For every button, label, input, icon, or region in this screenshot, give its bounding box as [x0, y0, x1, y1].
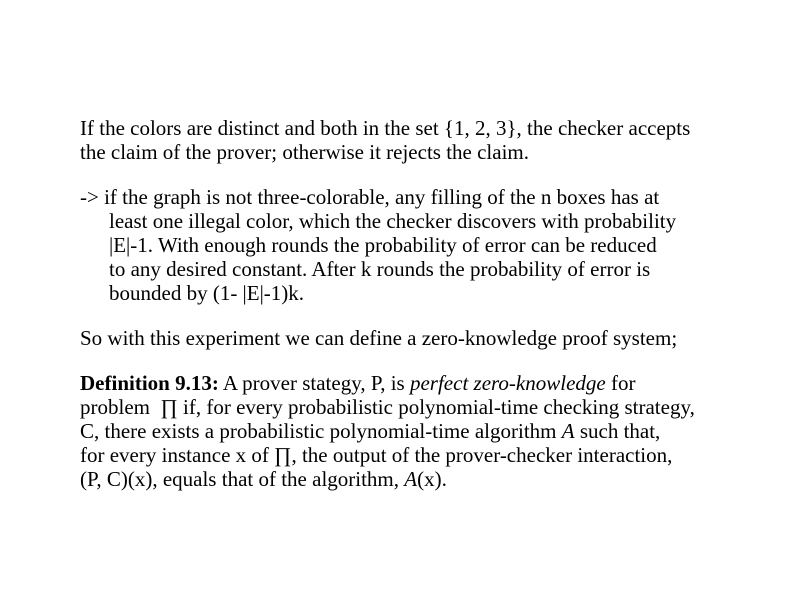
definition-label: Definition 9.13:	[80, 371, 219, 395]
text-span: A prover stategy, P, is	[218, 371, 410, 395]
text-line: least one illegal color, which the checker discovers with probability	[109, 209, 677, 233]
text-line	[80, 371, 635, 395]
text-span: for	[605, 371, 636, 395]
text-line	[80, 467, 447, 491]
text-line	[80, 419, 660, 443]
emphasis: A	[404, 467, 418, 491]
emphasis: perfect zero-knowledge	[409, 371, 606, 395]
text-span: (P, C)(x), equals that of the algorithm,	[80, 467, 405, 491]
text-line: If the colors are distinct and both in the set {1, 2, 3}, the checker accepts	[80, 116, 691, 140]
text-line: the claim of the prover; otherwise it rejects the claim.	[80, 140, 529, 164]
emphasis: A	[561, 419, 575, 443]
text-span: C, there exists a probabilistic polynomial-time algorithm	[80, 419, 562, 443]
text-line: bounded by (1- |E|-1)k.	[109, 281, 305, 305]
text-line: for every instance x of ∏, the output of the prover-checker interaction,	[80, 443, 673, 467]
text-line: to any desired constant. After k rounds the probability of error is	[109, 257, 651, 281]
text-span: (x).	[417, 467, 447, 491]
text-line: problem ∏ if, for every probabilistic polynomial-time checking strategy,	[80, 395, 695, 419]
text-line: -> if the graph is not three-colorable, any filling of the n boxes has at	[80, 185, 660, 209]
paragraph-zero-knowledge-intro: So with this experiment we can define a zero-knowledge proof system;	[80, 326, 678, 350]
text-span: such that,	[574, 419, 661, 443]
text-line: |E|-1. With enough rounds the probability of error can be reduced	[109, 233, 657, 257]
